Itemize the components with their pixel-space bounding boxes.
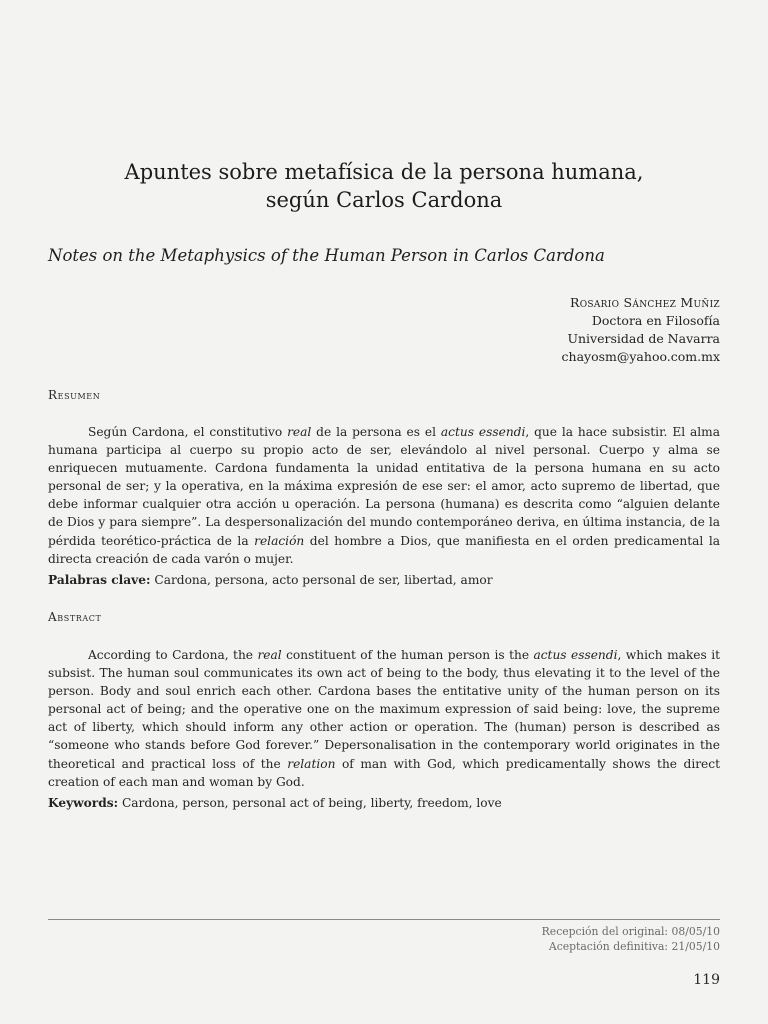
resumen-text: , que la hace subsistir. El alma humana participa al cuerpo su propio acto de ser, elevándolo al nivel personal. Cuerpo y alma se enriquecen mutuamente. Cardona fundamenta la unidad entitativa de la persona humana en su acto personal de ser; y la operativa, en la máxima expresión de ese ser: el amor, acto supremo de libertad, que debe informar cualquier otra acción u operación. La persona (humana) es descrita como “alguien delante de Dios y para siempre”. La despersonalización del mundo contemporáneo deriva, en última instancia, de la pérdida teorético-práctica de la <box>48 425 720 548</box>
page-number: 119 <box>693 972 720 988</box>
author-name: Rosario Sánchez Muñiz <box>570 295 720 310</box>
abstract-italic-relation: relation <box>287 756 336 771</box>
abstract-text: constituent of the human person is the <box>281 648 534 662</box>
resumen-text: del hombre a Dios, que manifiesta en el orden predicamental la directa creación de cada varón o mujer. <box>48 533 721 566</box>
resumen-italic-actus: actus essendi <box>440 425 526 439</box>
abstract-text: , which makes it subsist. The human soul communicates its own act of being to the body, thus elevating it to the level of the person. Body and soul enrich each other. Cardona bases the entitative unity of the human person on its personal act of being; and the operative one on the maximum expression of said being: love, the supreme act of liberty, which should inform any other action or operation. The (human) person is described as “someone who stands before God forever.” Depersonalisation in the contemporary world originates in the theoretical and practical loss of the <box>48 648 720 771</box>
keywords-label: Keywords: <box>48 796 119 810</box>
author-institution: Universidad de Navarra <box>567 331 720 346</box>
keywords-label: Palabras clave: <box>48 573 151 587</box>
resumen-keywords <box>48 571 720 589</box>
resumen-body <box>48 423 720 568</box>
resumen-text: de la persona es el <box>311 425 441 439</box>
author-block <box>562 294 720 366</box>
keywords-list: Cardona, persona, acto personal de ser, libertad, amor <box>150 573 493 587</box>
footer-divider <box>48 919 720 920</box>
author-degree: Doctora en Filosofía <box>591 313 720 328</box>
resumen-italic-real: real <box>287 425 312 439</box>
abstract-text: According to Cardona, the <box>88 648 258 662</box>
article-title <box>48 158 720 214</box>
resumen-italic-relacion: relación <box>254 533 305 548</box>
title-line-2: según Carlos Cardona <box>265 188 503 212</box>
abstract-italic-real: real <box>257 648 282 662</box>
author-email: chayosm@yahoo.com.mx <box>561 349 720 364</box>
english-title: Notes on the Metaphysics of the Human Person in Carlos Cardona <box>48 246 605 265</box>
title-line-1: Apuntes sobre metafísica de la persona humana, <box>124 160 644 184</box>
abstract-italic-actus: actus essendi <box>533 648 618 662</box>
abstract-keywords <box>48 794 720 812</box>
abstract-text: of man with God, which predicamentally shows the direct creation of each man and woman by God. <box>48 756 720 789</box>
submission-dates <box>542 924 720 954</box>
abstract-heading: Abstract <box>48 610 102 624</box>
resumen-heading: Resumen <box>48 388 101 402</box>
keywords-list: Cardona, person, personal act of being, liberty, freedom, love <box>118 796 502 810</box>
accepted-date: Aceptación definitiva: 21/05/10 <box>548 940 720 953</box>
abstract-body <box>48 646 720 791</box>
resumen-text: Según Cardona, el constitutivo <box>88 425 288 439</box>
received-date: Recepción del original: 08/05/10 <box>541 925 720 938</box>
